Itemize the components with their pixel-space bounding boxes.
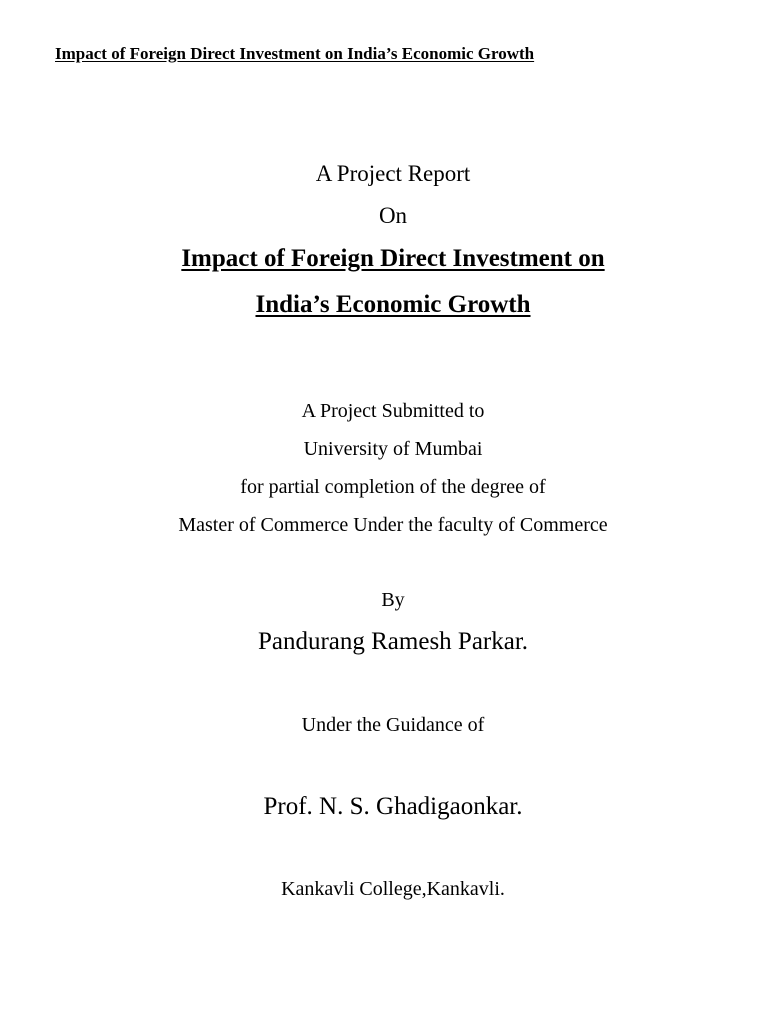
college-name: Kankavli College,Kankavli. (281, 878, 505, 900)
submitted-to-text: A Project Submitted to (301, 400, 485, 422)
guidance-label: Under the Guidance of (301, 714, 485, 736)
running-header-title: Impact of Foreign Direct Investment on India’s Economic Growth (55, 44, 535, 63)
on-label: On (378, 203, 408, 228)
project-title-line-2: India’s Economic Growth (255, 291, 531, 318)
university-name: University of Mumbai (303, 438, 483, 460)
degree-name: Master of Commerce Under the faculty of Commerce (178, 514, 608, 536)
by-label: By (381, 589, 405, 611)
degree-purpose-text: for partial completion of the degree of (240, 476, 546, 498)
guide-name: Prof. N. S. Ghadigaonkar. (263, 793, 523, 820)
project-title-line-1: Impact of Foreign Direct Investment on (181, 245, 605, 272)
author-name: Pandurang Ramesh Parkar. (257, 628, 529, 655)
report-label: A Project Report (315, 161, 471, 186)
